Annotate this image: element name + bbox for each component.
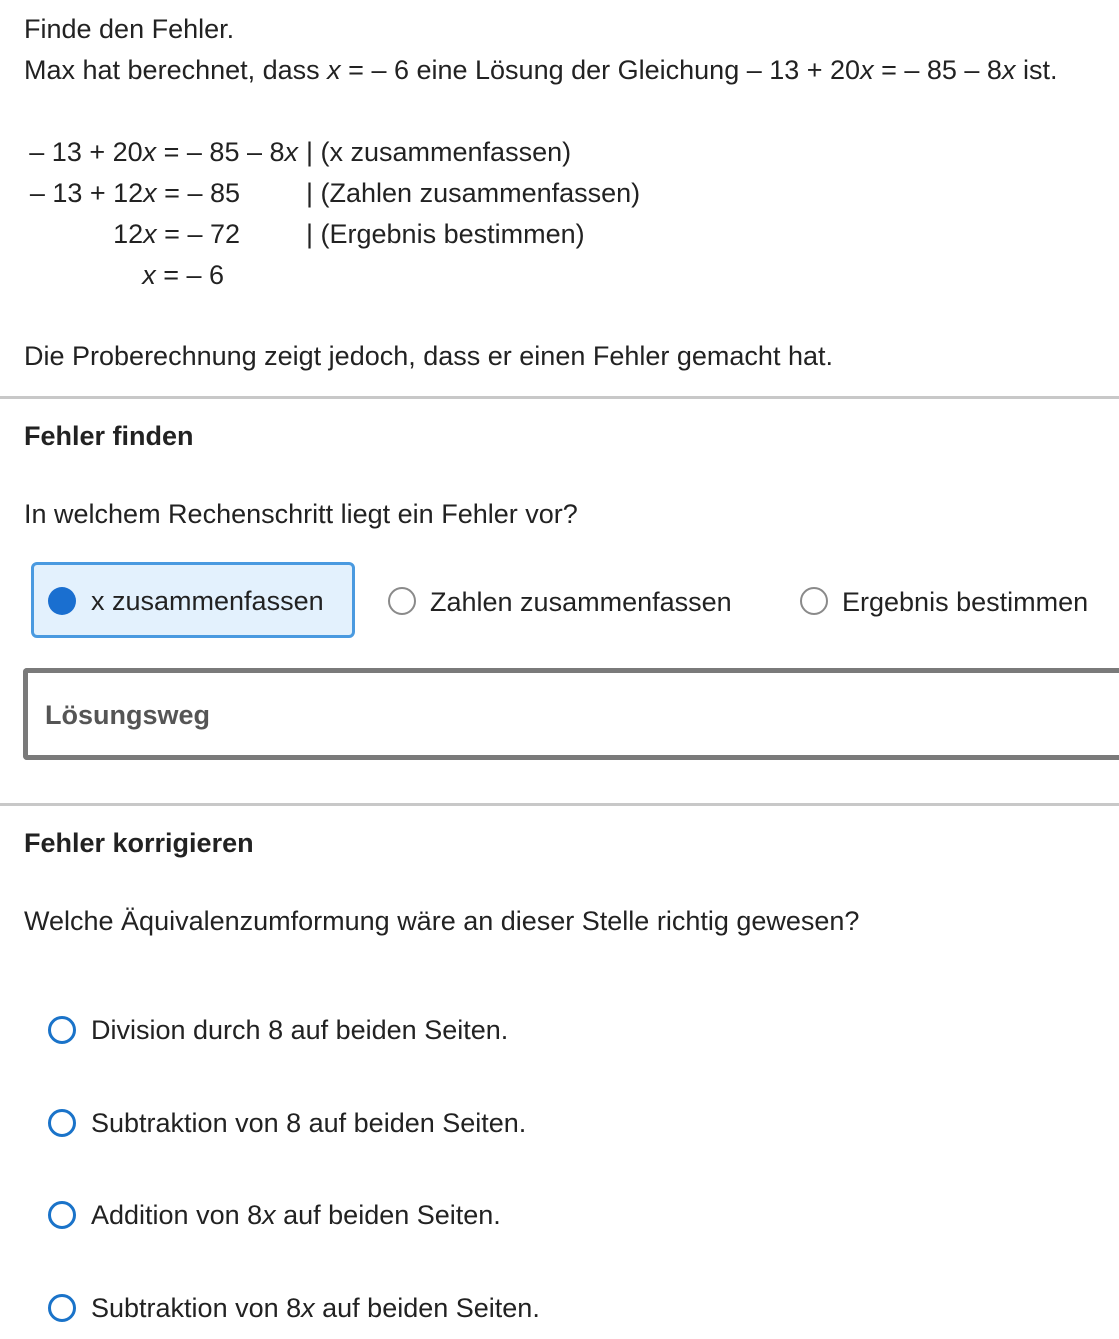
step-option-label: x zusammenfassen xyxy=(91,586,324,616)
radio-icon xyxy=(800,587,828,615)
radio-icon xyxy=(388,587,416,615)
correct-question: Welche Äquivalenzumformung wäre an dieser Stelle richtig gewesen? xyxy=(24,906,860,936)
equation-note-2: | (Zahlen zusammenfassen) xyxy=(306,178,641,208)
section-heading-correct: Fehler korrigieren xyxy=(24,828,254,858)
radio-selected-icon xyxy=(48,587,76,615)
step-option-zahlen-zusammenfassen[interactable] xyxy=(386,582,766,622)
equation-step-1: – 13 + 20x = – 85 – 8x xyxy=(29,137,298,167)
equation-step-4: x = – 6 xyxy=(142,260,224,290)
proof-text: Die Proberechnung zeigt jedoch, dass er einen Fehler gemacht hat. xyxy=(24,341,833,371)
step-option-label: Ergebnis bestimmen xyxy=(842,587,1089,617)
correction-option-label: Subtraktion von 8x auf beiden Seiten. xyxy=(91,1293,540,1323)
step-option-x-zusammenfassen[interactable] xyxy=(31,562,355,638)
section-heading-find: Fehler finden xyxy=(24,421,194,451)
correction-option-3[interactable] xyxy=(48,1195,648,1237)
step-option-ergebnis-bestimmen[interactable] xyxy=(798,582,1118,622)
task-intro: Max hat berechnet, dass x = – 6 eine Lösung der Gleichung – 13 + 20x = – 85 – 8x ist. xyxy=(24,55,1058,85)
radio-icon xyxy=(48,1016,76,1044)
solution-label: Lösungsweg xyxy=(45,700,211,730)
correction-option-4[interactable] xyxy=(48,1288,648,1330)
equation-step-3: 12x = – 72 xyxy=(113,219,240,249)
divider xyxy=(0,396,1119,399)
equation-note-3: | (Ergebnis bestimmen) xyxy=(306,219,585,249)
radio-icon xyxy=(48,1201,76,1229)
divider xyxy=(0,803,1119,806)
equation-step-2: – 13 + 12x = – 85 xyxy=(29,178,240,208)
radio-icon xyxy=(48,1109,76,1137)
task-title: Finde den Fehler. xyxy=(24,14,235,44)
solution-toggle[interactable] xyxy=(23,668,1119,760)
find-question: In welchem Rechenschritt liegt ein Fehler vor? xyxy=(24,499,578,529)
correction-option-label: Division durch 8 auf beiden Seiten. xyxy=(91,1015,509,1045)
correction-option-2[interactable] xyxy=(48,1103,648,1145)
correction-option-label: Subtraktion von 8 auf beiden Seiten. xyxy=(91,1108,527,1138)
radio-icon xyxy=(48,1294,76,1322)
equation-note-1: | (x zusammenfassen) xyxy=(306,137,572,167)
correction-option-label: Addition von 8x auf beiden Seiten. xyxy=(91,1200,501,1230)
correction-option-1[interactable] xyxy=(48,1010,648,1052)
step-option-label: Zahlen zusammenfassen xyxy=(430,587,732,617)
